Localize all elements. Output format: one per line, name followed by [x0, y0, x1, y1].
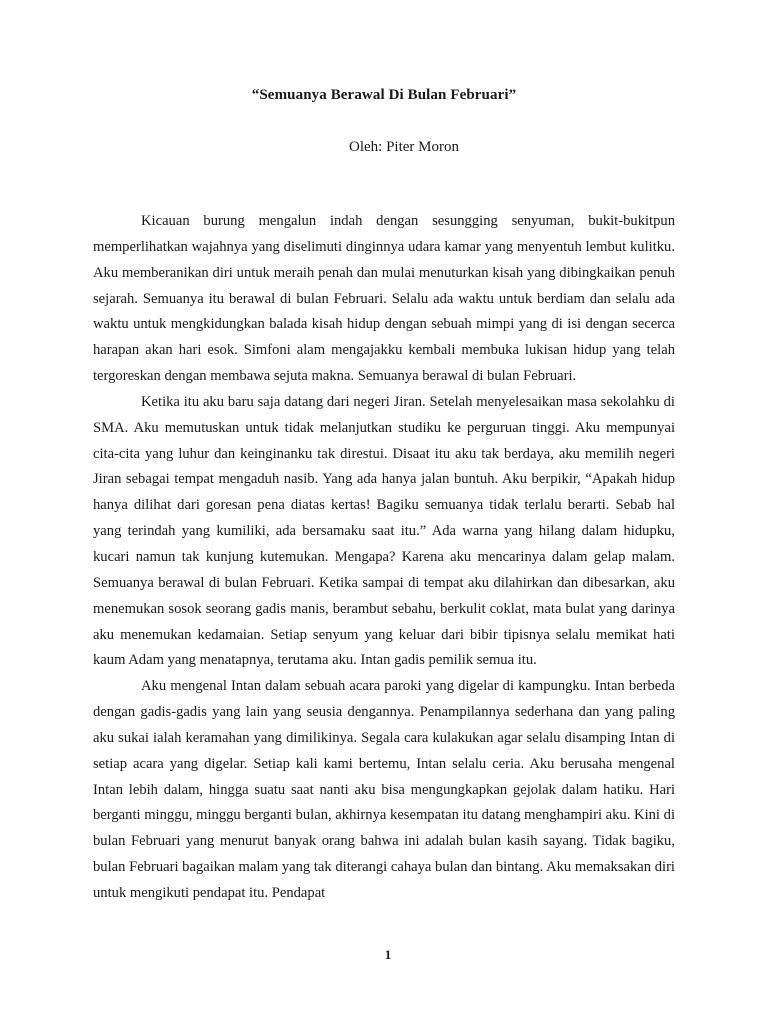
paragraph: Kicauan burung mengalun indah dengan sesungging senyuman, bukit-bukitpun memperlihatkan wajahnya yang diselimuti dinginnya udara kamar yang menyentuh lembut kulitku. Aku memberanikan diri untuk meraih penah dan mulai menuturkan kisah yang dibingkaikan penuh sejarah. Semuanya itu berawal di bulan Februari. Selalu ada waktu untuk berdiam dan selalu ada waktu untuk mengkidungkan balada kisah hidup dengan sebuah mimpi yang di isi dengan secerca harapan akan hari esok. Simfoni alam mengajakku kembali membuka lukisan hidup yang telah tergoreskan dengan membawa sejuta makna. Semuanya berawal di bulan Februari.	[93, 213, 675, 385]
document-title: “Semuanya Berawal Di Bulan Februari”	[251, 87, 517, 103]
paragraph: Ketika itu aku baru saja datang dari negeri Jiran. Setelah menyelesaikan masa sekolahku di SMA. Aku memutuskan untuk tidak melanjutkan studiku ke perguruan tinggi. Aku mempunyai cita-cita yang luhur dan keinginanku tak direstui. Disaat itu aku tak berdaya, aku memilih negeri Jiran sebagai tempat mengaduh nasib. Yang ada hanya jalan buntuh. Aku berpikir, “Apakah hidup hanya dilihat dari goresan pena diatas kertas! Bagiku semuanya tidak terlalu berarti. Sebab hal yang terindah yang kumiliki, ada bersamaku saat itu.” Ada warna yang hilang dalam hidupku, kucari namun tak kunjung kutemukan. Mengapa? Karena aku mencarinya dalam gelap malam. Semuanya berawal di bulan Februari. Ketika sampai di tempat aku dilahirkan dan dibesarkan, aku menemukan sosok seorang gadis manis, berambut sebahu, berkulit coklat, mata bulat yang darinya aku menemukan kedamaian. Setiap senyum yang keluar dari bibir tipisnya selalu memikat hati kaum Adam yang menatapnya, terutama aku. Intan gadis pemilik semua itu.	[93, 393, 675, 669]
paragraph: Aku mengenal Intan dalam sebuah acara paroki yang digelar di kampungku. Intan berbeda dengan gadis-gadis yang lain yang seusia dengannya. Penampilannya sederhana dan yang paling aku sukai ialah keramahan yang dimilikinya. Segala cara kulakukan agar selalu disamping Intan di setiap acara yang digelar. Setiap kali kami bertemu, Intan selalu ceria. Aku berusaha mengenal Intan lebih dalam, hingga suatu saat nanti aku bisa mengungkapkan gejolak dalam hatiku. Hari berganti minggu, minggu berganti bulan, akhirnya kesempatan itu datang menghampiri aku. Kini di bulan Februari yang menurut banyak orang bahwa ini adalah bulan kasih sayang. Tidak bagiku, bulan Februari bagaikan malam yang tak diterangi cahaya bulan dan bintang. Aku memaksakan diri untuk mengikuti pendapat itu. Pendapat	[93, 678, 675, 901]
body-text	[93, 209, 675, 907]
page-number: 1	[384, 947, 392, 962]
author-line: Oleh: Piter Moron	[349, 139, 459, 155]
